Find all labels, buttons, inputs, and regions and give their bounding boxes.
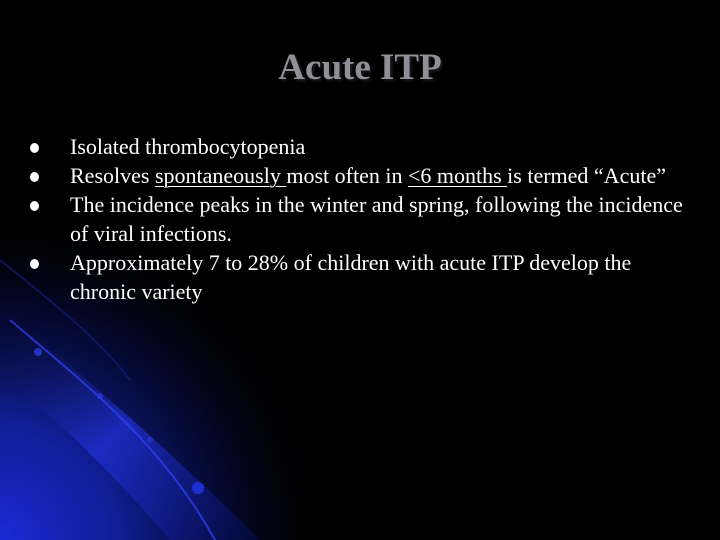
underlined-term: spontaneously <box>154 163 287 188</box>
bullet-item <box>70 248 690 306</box>
decor-dot <box>147 437 153 443</box>
bullet-icon <box>30 143 39 153</box>
bullet-text: The incidence peaks in the winter and spring, following the incidence of viral infections. <box>70 192 683 246</box>
bullet-text-part: is termed “Acute” <box>507 163 666 188</box>
bullet-item <box>70 132 690 161</box>
underlined-term: <6 months <box>407 163 508 188</box>
bullet-list <box>70 132 690 306</box>
decor-dot <box>97 393 103 399</box>
decor-dot <box>34 348 42 356</box>
bullet-icon <box>30 201 39 211</box>
bullet-icon <box>30 259 39 269</box>
slide-title: Acute ITP <box>278 47 442 88</box>
bullet-icon <box>30 172 39 182</box>
decor-dot <box>192 482 204 494</box>
bullet-item <box>70 161 690 190</box>
bullet-text-part: most often in <box>286 163 408 188</box>
bullet-text-part: Resolves <box>70 163 155 188</box>
bullet-text: Approximately 7 to 28% of children with acute ITP develop the chronic variety <box>70 250 632 304</box>
bullet-item <box>70 190 690 248</box>
bullet-text: Isolated thrombocytopenia <box>70 134 306 159</box>
